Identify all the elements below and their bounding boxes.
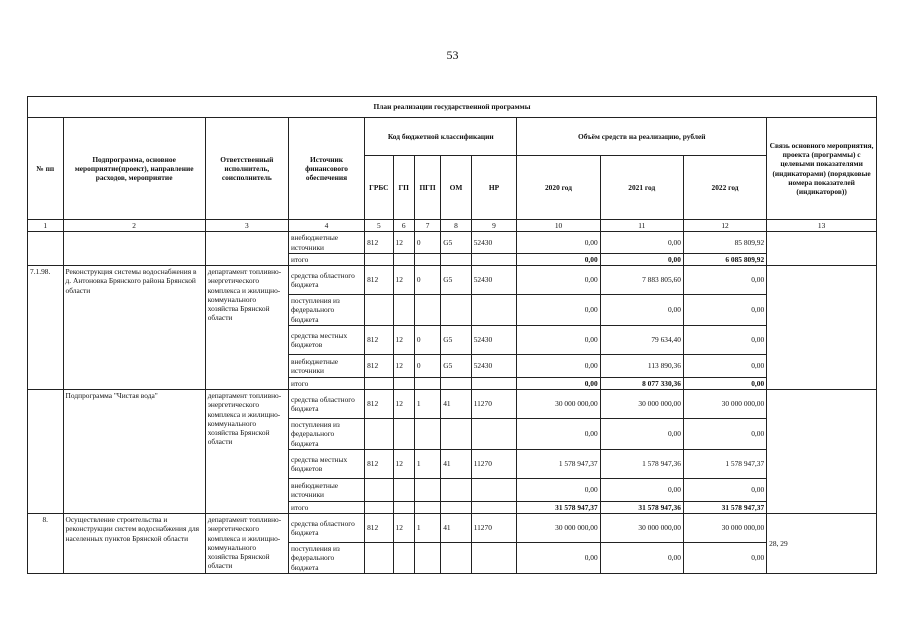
- header-grbs: ГРБС: [365, 156, 393, 220]
- total-2022: 31 578 947,37: [683, 501, 766, 513]
- header-volume: Объём средств на реализацию, рублей: [517, 118, 767, 156]
- value-2022: 0,00: [683, 325, 766, 354]
- table-title: План реализации государственной программы: [28, 97, 877, 118]
- table-row: [28, 232, 877, 254]
- source-cell: средства областного бюджета: [288, 266, 364, 295]
- gp-cell: [393, 419, 414, 450]
- gp-cell: 12: [393, 449, 414, 478]
- row-name: [63, 232, 205, 266]
- column-number: 3: [205, 220, 288, 232]
- value-2022: 30 000 000,00: [683, 514, 766, 543]
- pgp-cell: 0: [414, 325, 440, 354]
- table-row: [28, 266, 877, 295]
- grbs-cell: 812: [365, 354, 393, 377]
- row-number: [28, 390, 64, 514]
- column-number: 12: [683, 220, 766, 232]
- om-cell: G5: [441, 266, 471, 295]
- source-cell: итого: [288, 501, 364, 513]
- grbs-cell: 812: [365, 325, 393, 354]
- nr-cell: 52430: [471, 354, 517, 377]
- source-cell: поступления из федерального бюджета: [288, 419, 364, 450]
- nr-cell: [471, 419, 517, 450]
- value-2021: 113 890,36: [600, 354, 683, 377]
- total-2020: 0,00: [517, 253, 600, 265]
- om-cell: 41: [441, 390, 471, 419]
- gp-cell: 12: [393, 354, 414, 377]
- nr-cell: 11270: [471, 449, 517, 478]
- value-2022: 85 809,92: [683, 232, 766, 254]
- column-number: 11: [600, 220, 683, 232]
- total-2021: 8 077 330,36: [600, 377, 683, 389]
- value-2021: 79 634,40: [600, 325, 683, 354]
- column-number: 4: [288, 220, 364, 232]
- column-number: 5: [365, 220, 393, 232]
- row-responsible: [205, 232, 288, 266]
- value-2022: 0,00: [683, 295, 766, 326]
- source-cell: поступления из федерального бюджета: [288, 295, 364, 326]
- gp-cell: 12: [393, 514, 414, 543]
- value-2020: 0,00: [517, 543, 600, 574]
- nr-cell: 11270: [471, 390, 517, 419]
- value-2021: 7 883 805,60: [600, 266, 683, 295]
- gp-cell: 12: [393, 390, 414, 419]
- grbs-cell: [365, 295, 393, 326]
- nr-cell: 52430: [471, 266, 517, 295]
- om-cell: G5: [441, 325, 471, 354]
- value-2020: 30 000 000,00: [517, 390, 600, 419]
- plan-table: [27, 96, 877, 574]
- om-cell: [441, 478, 471, 501]
- pgp-cell: 1: [414, 390, 440, 419]
- header-nr: НР: [471, 156, 517, 220]
- grbs-cell: 812: [365, 232, 393, 254]
- value-2022: 0,00: [683, 478, 766, 501]
- value-2020: 0,00: [517, 266, 600, 295]
- value-2022: 30 000 000,00: [683, 390, 766, 419]
- pgp-cell: [414, 478, 440, 501]
- value-2021: 0,00: [600, 543, 683, 574]
- header-budget-code: Код бюджетной классификации: [365, 118, 517, 156]
- header-responsible: Ответственный исполнитель, соисполнитель: [205, 118, 288, 220]
- row-number: 8.: [28, 514, 64, 574]
- column-number: 1: [28, 220, 64, 232]
- pgp-cell: [414, 295, 440, 326]
- row-link: 28, 29: [767, 514, 877, 574]
- header-gp: ГП: [393, 156, 414, 220]
- header-2020: 2020 год: [517, 156, 600, 220]
- column-number: 7: [414, 220, 440, 232]
- column-number: 2: [63, 220, 205, 232]
- grbs-cell: [365, 419, 393, 450]
- total-2021: 0,00: [600, 253, 683, 265]
- pgp-cell: [414, 543, 440, 574]
- source-cell: средства местных бюджетов: [288, 449, 364, 478]
- row-link: [767, 266, 877, 390]
- pgp-cell: 0: [414, 266, 440, 295]
- column-number: 8: [441, 220, 471, 232]
- value-2020: 0,00: [517, 419, 600, 450]
- row-responsible: департамент топливно-энергетического комплекса и жилищно-коммунального хозяйства Брянской области: [205, 390, 288, 514]
- grbs-cell: 812: [365, 514, 393, 543]
- header-om: ОМ: [441, 156, 471, 220]
- gp-cell: 12: [393, 266, 414, 295]
- grbs-cell: 812: [365, 390, 393, 419]
- value-2020: 0,00: [517, 354, 600, 377]
- table-row: [28, 514, 877, 543]
- source-cell: итого: [288, 377, 364, 389]
- value-2022: 0,00: [683, 354, 766, 377]
- value-2020: 30 000 000,00: [517, 514, 600, 543]
- header-no: № пп: [28, 118, 64, 220]
- header-source: Источник финансового обеспечения: [288, 118, 364, 220]
- row-number: 7.1.98.: [28, 266, 64, 390]
- total-2020: 0,00: [517, 377, 600, 389]
- grbs-cell: 812: [365, 266, 393, 295]
- nr-cell: 11270: [471, 514, 517, 543]
- header-pgp: ПГП: [414, 156, 440, 220]
- value-2020: 1 578 947,37: [517, 449, 600, 478]
- gp-cell: [393, 543, 414, 574]
- value-2021: 0,00: [600, 232, 683, 254]
- total-2020: 31 578 947,37: [517, 501, 600, 513]
- row-number: [28, 232, 64, 266]
- header-subprogram: Подпрограмма, основное мероприятие(проект), направление расходов, мероприятие: [63, 118, 205, 220]
- value-2022: 0,00: [683, 543, 766, 574]
- grbs-cell: [365, 543, 393, 574]
- row-name: Реконструкция системы водоснабжения в д. Антоновка Брянского района Брянской области: [63, 266, 205, 390]
- source-cell: средства областного бюджета: [288, 390, 364, 419]
- nr-cell: [471, 295, 517, 326]
- om-cell: [441, 295, 471, 326]
- grbs-cell: [365, 478, 393, 501]
- table-row: [28, 390, 877, 419]
- value-2020: 0,00: [517, 295, 600, 326]
- value-2022: 1 578 947,37: [683, 449, 766, 478]
- value-2022: 0,00: [683, 266, 766, 295]
- row-responsible: департамент топливно-энергетического комплекса и жилищно-коммунального хозяйства Брянской области: [205, 514, 288, 574]
- om-cell: 41: [441, 449, 471, 478]
- value-2020: 0,00: [517, 325, 600, 354]
- source-cell: поступления из федерального бюджета: [288, 543, 364, 574]
- value-2021: 0,00: [600, 478, 683, 501]
- nr-cell: [471, 543, 517, 574]
- gp-cell: [393, 295, 414, 326]
- value-2021: 30 000 000,00: [600, 390, 683, 419]
- row-name: Подпрограмма "Чистая вода": [63, 390, 205, 514]
- header-2021: 2021 год: [600, 156, 683, 220]
- source-cell: итого: [288, 253, 364, 265]
- column-number: 13: [767, 220, 877, 232]
- page-number: 53: [446, 48, 459, 62]
- total-2021: 31 578 947,36: [600, 501, 683, 513]
- nr-cell: 52430: [471, 325, 517, 354]
- header-link: Связь основного мероприятия, проекта (программы) с целевыми показателями (индикаторами) (порядковые номера показателей (индикаторов)): [767, 118, 877, 220]
- source-cell: внебюджетные источники: [288, 478, 364, 501]
- om-cell: [441, 419, 471, 450]
- source-cell: средства местных бюджетов: [288, 325, 364, 354]
- grbs-cell: 812: [365, 449, 393, 478]
- header-2022: 2022 год: [683, 156, 766, 220]
- source-cell: внебюджетные источники: [288, 354, 364, 377]
- column-number: 10: [517, 220, 600, 232]
- gp-cell: 12: [393, 325, 414, 354]
- source-cell: внебюджетные источники: [288, 232, 364, 254]
- om-cell: 41: [441, 514, 471, 543]
- om-cell: [441, 543, 471, 574]
- source-cell: средства областного бюджета: [288, 514, 364, 543]
- value-2022: 0,00: [683, 419, 766, 450]
- gp-cell: 12: [393, 232, 414, 254]
- pgp-cell: [414, 419, 440, 450]
- total-2022: 6 085 809,92: [683, 253, 766, 265]
- pgp-cell: 0: [414, 232, 440, 254]
- column-number: 9: [471, 220, 517, 232]
- value-2021: 1 578 947,36: [600, 449, 683, 478]
- column-number: 6: [393, 220, 414, 232]
- om-cell: G5: [441, 354, 471, 377]
- value-2021: 0,00: [600, 295, 683, 326]
- row-responsible: департамент топливно-энергетического комплекса и жилищно-коммунального хозяйства Брянской области: [205, 266, 288, 390]
- pgp-cell: 1: [414, 449, 440, 478]
- value-2020: 0,00: [517, 232, 600, 254]
- value-2021: 30 000 000,00: [600, 514, 683, 543]
- nr-cell: [471, 478, 517, 501]
- row-link: [767, 390, 877, 514]
- row-link: [767, 232, 877, 266]
- row-name: Осуществление строительства и реконструкции систем водоснабжения для населенных пунктов Брянской области: [63, 514, 205, 574]
- gp-cell: [393, 478, 414, 501]
- value-2021: 0,00: [600, 419, 683, 450]
- nr-cell: 52430: [471, 232, 517, 254]
- om-cell: G5: [441, 232, 471, 254]
- pgp-cell: 0: [414, 354, 440, 377]
- value-2020: 0,00: [517, 478, 600, 501]
- pgp-cell: 1: [414, 514, 440, 543]
- total-2022: 0,00: [683, 377, 766, 389]
